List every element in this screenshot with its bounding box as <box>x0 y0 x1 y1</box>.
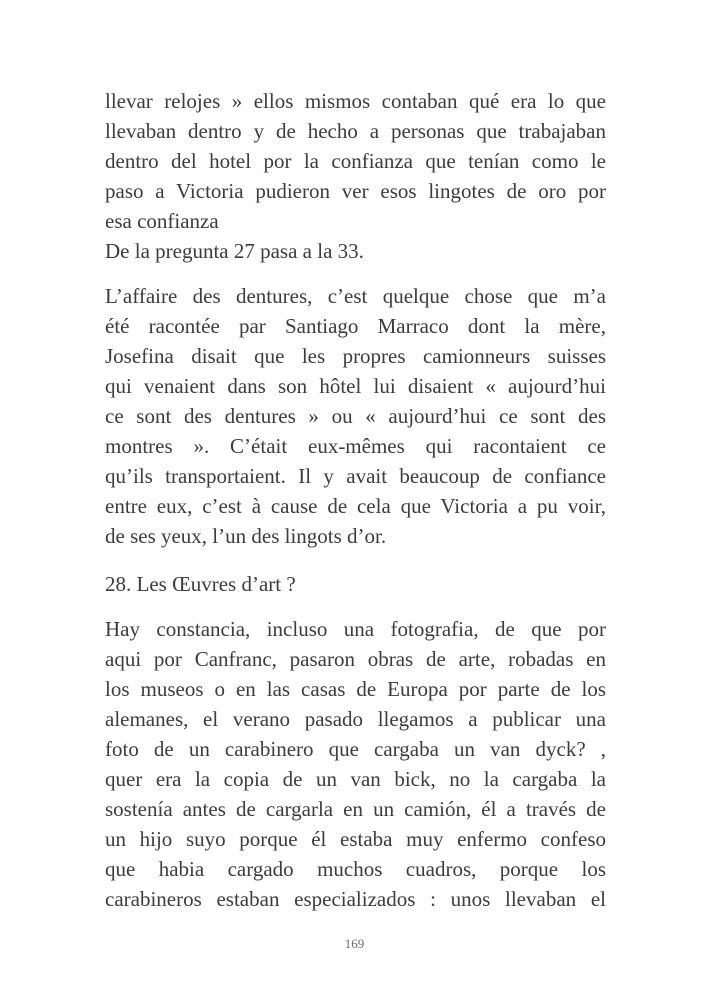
text-line: de ses yeux, l’un des lingots d’or. <box>105 524 387 548</box>
text-line: alemanes, el verano pasado llegamos a publicar una <box>105 707 606 731</box>
text-line: Hay constancia, incluso una fotografia, de que por <box>105 617 606 641</box>
text-line: un hijo suyo porque él estaba muy enfermo confeso <box>105 827 606 851</box>
text-line: quer era la copia de un van bick, no la cargaba la <box>105 767 606 791</box>
text-line: Josefina disait que les propres camionneurs suisses <box>105 344 606 368</box>
text-line: L’affaire des dentures, c’est quelque chose que m’a <box>105 284 606 308</box>
text-line: montres ». C’était eux-mêmes qui racontaient ce <box>105 434 606 458</box>
page-number: 169 <box>344 936 365 951</box>
text-line: sostenía antes de cargarla en un camión, él a través de <box>105 797 606 821</box>
text-line: entre eux, c’est à cause de cela que Victoria a pu voir, <box>105 494 606 518</box>
text-line: los museos o en las casas de Europa por parte de los <box>105 677 606 701</box>
text-column <box>105 86 606 914</box>
text-line: ce sont des dentures » ou « aujourd’hui ce sont des <box>105 404 606 428</box>
text-line: esa confianza <box>105 209 219 233</box>
paragraph-artworks <box>105 614 606 914</box>
text-line: llevar relojes » ellos mismos contaban qué era lo que <box>105 89 606 113</box>
text-line: qui venaient dans son hôtel lui disaient « aujourd’hui <box>105 374 606 398</box>
text-line: De la pregunta 27 pasa a la 33. <box>105 239 364 263</box>
text-line: paso a Victoria pudieron ver esos lingotes de oro por <box>105 179 606 203</box>
text-line: carabineros estaban especializados : unos llevaban el <box>105 887 606 911</box>
text-line: dentro del hotel por la confianza que tenían como le <box>105 149 606 173</box>
paragraph-dentures <box>105 281 606 551</box>
text-line: llevaban dentro y de hecho a personas que trabajaban <box>105 119 606 143</box>
section-heading-artworks <box>105 569 606 599</box>
paragraph-gold-ingots <box>105 86 606 266</box>
heading-line: 28. Les Œuvres d’art ? <box>105 572 296 596</box>
text-line: été racontée par Santiago Marraco dont la mère, <box>105 314 606 338</box>
text-line: aqui por Canfranc, pasaron obras de arte, robadas en <box>105 647 606 671</box>
text-line: que habia cargado muchos cuadros, porque los <box>105 857 606 881</box>
text-line: qu’ils transportaient. Il y avait beaucoup de confiance <box>105 464 606 488</box>
text-line: foto de un carabinero que cargaba un van dyck? , <box>105 737 606 761</box>
